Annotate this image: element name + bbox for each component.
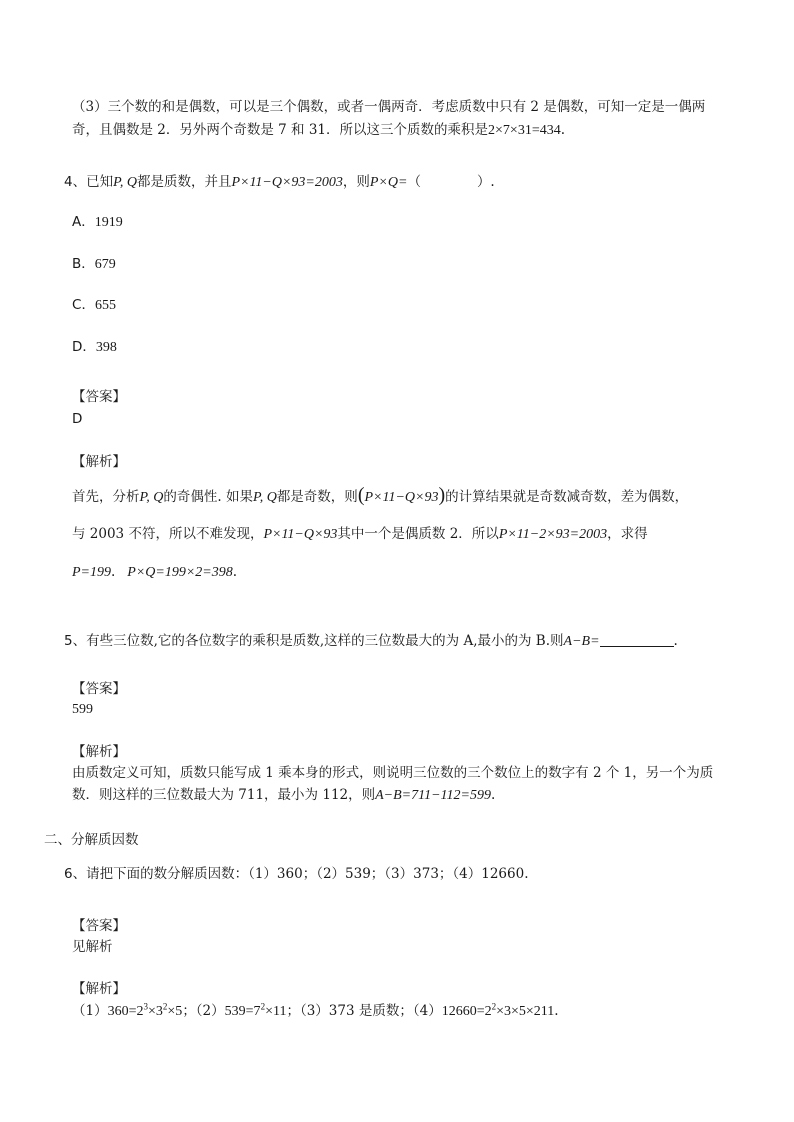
q4-text-c: ，则: [342, 174, 370, 190]
a3-eq2: P×Q=199×2=398: [127, 565, 233, 580]
p4-exp: 2: [491, 1001, 497, 1012]
q3-line2-math: 2×7×31=434: [488, 123, 561, 138]
a2-text1: 与 2003 不符，所以不难发现，: [72, 526, 264, 542]
p2-base: 539=7: [224, 1004, 261, 1019]
p3-label: ；（3）373 是质数；（4）: [286, 1003, 442, 1019]
a1-vars: P, Q: [139, 490, 164, 505]
p1-exp2: 2: [162, 1001, 168, 1012]
q5-text: 有些三位数,它的各位数字的乘积是质数,这样的三位数最大的为 A,最小的为 B.则: [86, 633, 564, 649]
p1-label: （1）: [72, 1003, 108, 1019]
a2-expr: P×11−Q×93: [263, 527, 338, 542]
a1-text4: 的计算结果就是奇数减奇数，差为偶数，: [445, 489, 689, 505]
q6-text: 请把下面的数分解质因数：（1）360；（2）539；（3）373；（4）12660.: [86, 866, 529, 882]
option-value: 1919: [94, 215, 123, 230]
q6-answer-label: 【答案】: [72, 918, 126, 934]
p1-mid: ×3: [148, 1004, 163, 1019]
q4-option-a: A．1919: [72, 214, 123, 230]
option-value: 398: [95, 340, 117, 355]
q4-text-e: ）.: [476, 174, 495, 190]
a1-vars-2: P, Q: [252, 490, 277, 505]
q3-line1: [72, 98, 705, 116]
q6-analysis-line: [72, 1002, 559, 1021]
option-letter: C: [72, 297, 82, 313]
q6-analysis-label: 【解析】: [72, 981, 126, 997]
q3-line2-end: .: [560, 122, 566, 138]
q5-analysis-label: 【解析】: [72, 744, 126, 760]
q4-option-b: B．679: [72, 256, 116, 272]
q3-line2: [72, 121, 565, 140]
a1-expr: P×11−Q×93: [364, 490, 439, 505]
q3-line1-text: （3）三个数的和是偶数，可以是三个偶数，或者一偶两奇．考虑质数中只有 2 是偶数，可知一定是一偶两: [72, 99, 706, 115]
q4-answer: D: [72, 411, 83, 427]
q4-product: P×Q=: [369, 175, 408, 190]
option-value: 655: [94, 298, 116, 313]
q4-analysis-line3: [72, 563, 237, 582]
q4-option-c: C．655: [72, 297, 116, 313]
a3-eq1: P=199: [72, 565, 111, 580]
p1-exp1: 3: [143, 1001, 148, 1012]
p1-base: 360=2: [107, 1004, 144, 1019]
q5-end: .: [673, 633, 678, 649]
a1-text3: 都是奇数，则: [276, 489, 358, 505]
q6-answer: 见解析: [72, 939, 113, 955]
a1-text2: 的奇偶性. 如果: [163, 489, 253, 505]
q5-analysis-line2: [72, 786, 495, 805]
section-heading: 二、分解质因数: [44, 832, 139, 848]
q5-answer-label: 【答案】: [72, 681, 126, 697]
p4-base: 12660=2: [441, 1004, 492, 1019]
q5-a2-text: 数．则这样的三位数最大为 711，最小为 112，则: [72, 787, 376, 803]
a1-text1: 首先，分析: [72, 489, 140, 505]
option-letter: D: [72, 339, 83, 355]
a2-text2: 其中一个是偶质数 2．所以: [337, 526, 499, 542]
q4-analysis-line1: 首先，分析P, Q的奇偶性. 如果P, Q都是奇数，则(P×11−Q×93)的计算结果就是奇数减奇数，差为偶数，: [72, 484, 689, 506]
q3-line2-text: 奇，且偶数是 2．另外两个奇数是 7 和 31．所以这三个质数的乘积是: [72, 122, 489, 138]
a3-end: .: [232, 564, 238, 580]
q5-analysis-line1: 由质数定义可知，质数只能写成 1 乘本身的形式，则说明三位数的三个数位上的数字有 2 个 1，另一个为质: [72, 765, 714, 781]
q4-option-d: D．398: [72, 339, 117, 355]
q5-question: [64, 632, 678, 651]
q4-number: 4、: [64, 174, 87, 190]
q6-number: 6、: [64, 866, 87, 882]
q6-question: [64, 865, 529, 883]
p1-tail: ×5: [167, 1004, 183, 1019]
q5-a2-end: .: [490, 787, 496, 803]
q4-text-d: （: [407, 174, 421, 190]
p4-tail: ×3×5×211: [496, 1004, 555, 1019]
p2-exp: 2: [260, 1001, 266, 1012]
q4-equation: P×11−Q×93=2003: [231, 175, 343, 190]
q4-vars: P, Q: [113, 175, 137, 190]
q5-answer: 599: [72, 702, 93, 717]
p2-label: ；（2）: [182, 1003, 225, 1019]
option-letter: A: [72, 214, 82, 230]
q4-text-b: 都是质数，并且: [136, 174, 232, 190]
q4-question: [64, 173, 495, 192]
q4-answer-label: 【答案】: [72, 389, 126, 405]
p2-tail: ×11: [265, 1004, 287, 1019]
option-letter: B: [72, 256, 82, 272]
q6-end: .: [554, 1003, 559, 1019]
q5-a2-expr: A−B=711−112=599: [375, 788, 491, 803]
q4-analysis-line2: [72, 525, 648, 544]
q4-analysis-label: 【解析】: [72, 454, 126, 470]
q5-number: 5、: [64, 633, 87, 649]
a3-sep: .: [111, 564, 116, 580]
a2-text3: ，求得: [607, 526, 648, 542]
a2-eq: P×11−2×93=2003: [498, 527, 608, 542]
q5-expr: A−B=: [563, 634, 600, 649]
answer-blank[interactable]: [600, 632, 674, 647]
option-value: 679: [94, 257, 116, 272]
q4-text-a: 已知: [86, 174, 114, 190]
